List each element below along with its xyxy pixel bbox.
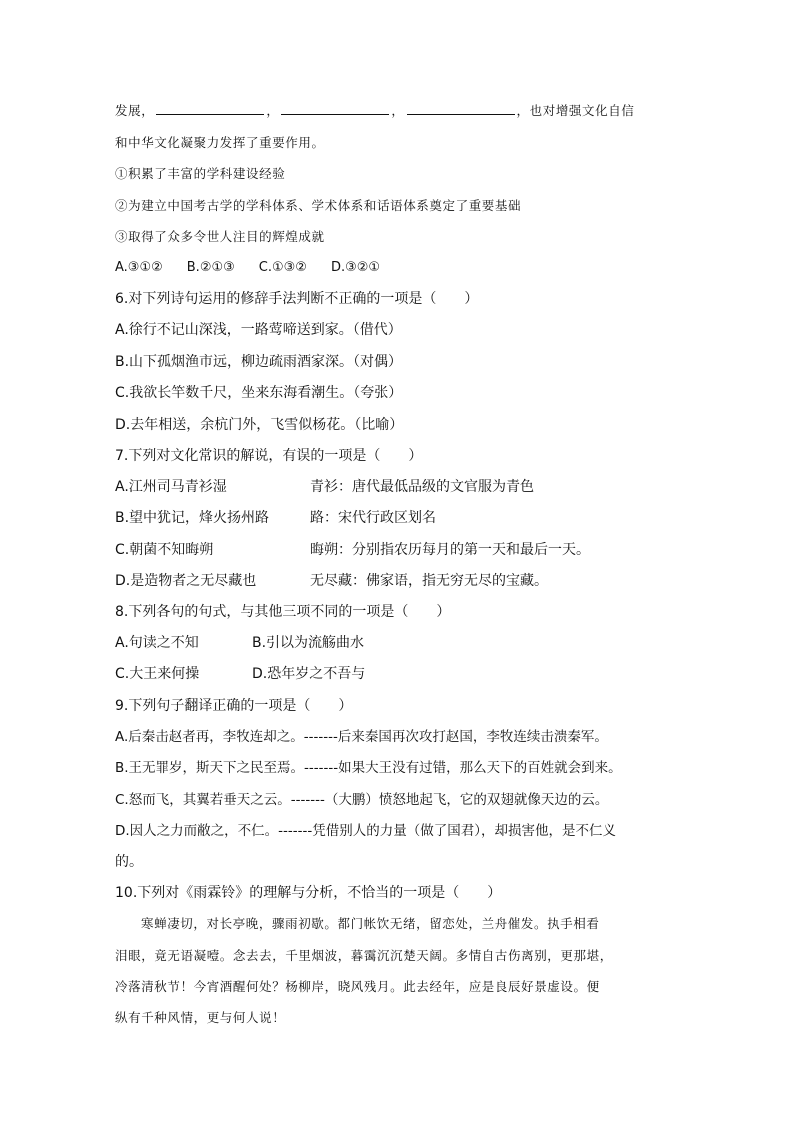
q8-option-b: B.引以为流觞曲水 <box>252 635 365 651</box>
q5-option-d: D.③②① <box>330 260 381 275</box>
q5-line1 <box>115 101 634 121</box>
q6-option-c: C.我欲长竿数千尺，坐来东海看潮生。（夸张） <box>115 385 403 401</box>
q7-row-b-right: 路：宋代行政区划名 <box>310 510 436 526</box>
q7-row-a <box>115 477 715 497</box>
q7-row-c <box>115 540 715 560</box>
q7-stem: 7.下列对文化常识的解说，有误的一项是（ ） <box>115 448 423 464</box>
q5-option-a: A.③①② <box>115 260 163 275</box>
q7-row-b-left: B.望中犹记，烽火扬州路 <box>115 510 270 526</box>
q5-item-2: ②为建立中国考古学的学科体系、学术体系和话语体系奠定了重要基础 <box>115 198 522 213</box>
q5-sep2: ， <box>391 103 405 118</box>
q9-option-b: B.王无罪岁，斯天下之民至焉。-------如果大王没有过错，那么天下的百姓就会到来。 <box>115 760 622 776</box>
poem-line-4: 纵有千种风情，更与何人说！ <box>115 1010 286 1025</box>
q9-option-a: A.后秦击赵者再，李牧连却之。-------后来秦国再次攻打赵国，李牧连续击溃秦军。 <box>115 729 608 745</box>
answer-blank-3 <box>407 101 515 115</box>
q7-row-c-right: 晦朔：分别指农历每月的第一天和最后一天。 <box>310 542 590 558</box>
q6-option-b: B.山下孤烟渔市远，柳边疏雨酒家深。（对偶） <box>115 354 403 370</box>
q9-option-d: D.因人之力而敝之，不仁。-------凭借别人的力量（做了国君），却损害他，是不仁义 <box>115 823 617 839</box>
poem-line-2: 泪眼，竟无语凝噎。念去去，千里烟波，暮霭沉沉楚天阔。多情自古伤离别，更那堪， <box>115 948 613 963</box>
poem-line-1: 寒蝉凄切，对长亭晚，骤雨初歇。都门帐饮无绪，留恋处，兰舟催发。执手相看 <box>141 916 600 931</box>
q8-option-d: D.恐年岁之不吾与 <box>252 666 366 682</box>
q8-option-c: C.大王来何操 <box>115 666 200 682</box>
q9-option-d-continuation: 的。 <box>115 854 143 870</box>
q6-option-d: D.去年相送，余杭门外，飞雪似杨花。（比喻） <box>115 417 404 433</box>
q5-options <box>115 258 404 278</box>
q5-item-1: ①积累了丰富的学科建设经验 <box>115 166 286 181</box>
q5-item-3: ③取得了众多令世人注目的辉煌成就 <box>115 229 325 244</box>
poem-line-3: 冷落清秋节！今宵酒醒何处？杨柳岸，晓风残月。此去经年，应是良辰好景虚设。便 <box>115 979 600 994</box>
q7-row-d-left: D.是造物者之无尽藏也 <box>115 573 257 589</box>
answer-blank-1 <box>156 101 264 115</box>
q5-line1-start: 发展， <box>115 103 155 118</box>
q7-row-b <box>115 508 715 528</box>
q8-option-a: A.句读之不知 <box>115 635 199 651</box>
answer-blank-2 <box>281 101 389 115</box>
q7-row-d <box>115 571 715 591</box>
q8-stem: 8.下列各句的句式，与其他三项不同的一项是（ ） <box>115 604 451 620</box>
q9-option-c: C.怒而飞，其翼若垂天之云。-------（大鹏）愤怒地起飞，它的双翅就像天边的云。 <box>115 792 609 808</box>
q9-stem: 9.下列句子翻译正确的一项是（ ） <box>115 698 353 714</box>
q8-row-2 <box>115 664 515 684</box>
q10-stem: 10.下列对《雨霖铃》的理解与分析，不恰当的一项是（ ） <box>115 885 502 901</box>
q5-line2: 和中华文化凝聚力发挥了重要作用。 <box>115 135 325 150</box>
q7-row-d-right: 无尽藏：佛家语，指无穷无尽的宝藏。 <box>310 573 548 589</box>
q5-option-c: C.①③② <box>258 260 307 275</box>
q5-option-b: B.②①③ <box>186 260 235 275</box>
q7-row-a-right: 青衫：唐代最低品级的文官服为青色 <box>310 479 534 495</box>
q5-sep1: ， <box>266 103 280 118</box>
q6-stem: 6.对下列诗句运用的修辞手法判断不正确的一项是（ ） <box>115 291 479 307</box>
q7-row-c-left: C.朝菌不知晦朔 <box>115 542 214 558</box>
q7-row-a-left: A.江州司马青衫湿 <box>115 479 227 495</box>
q5-line1-end: ，也对增强文化自信 <box>516 103 635 118</box>
q8-row-1 <box>115 633 515 653</box>
q6-option-a: A.徐行不记山深浅，一路莺啼送到家。（借代） <box>115 322 402 338</box>
